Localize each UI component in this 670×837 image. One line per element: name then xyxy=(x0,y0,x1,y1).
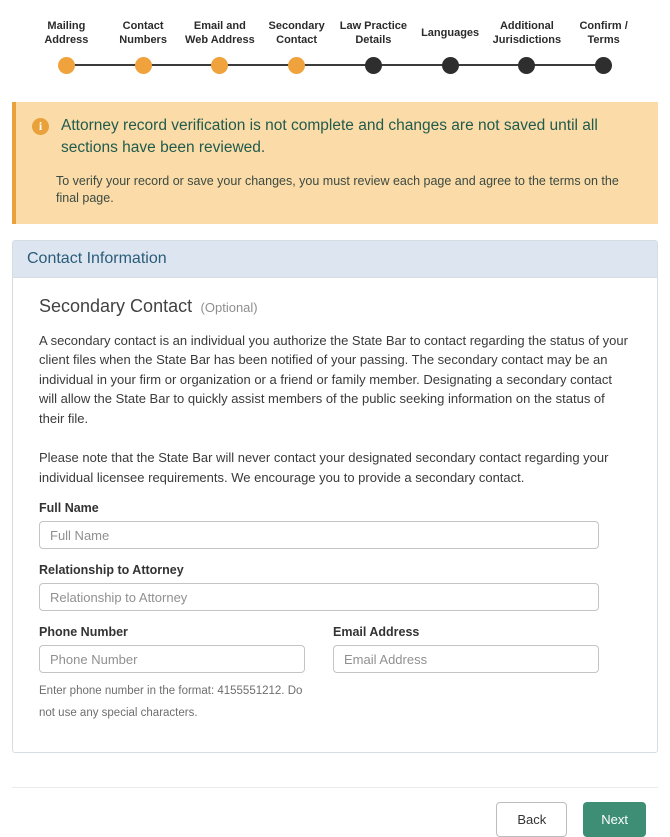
step-dot xyxy=(518,57,535,74)
info-icon: i xyxy=(32,118,49,135)
step-label: Law Practice Details xyxy=(339,19,407,46)
step-dot xyxy=(442,57,459,74)
full-name-field-group xyxy=(39,501,599,549)
banner-title: Attorney record verification is not complete and changes are not saved until all sections have been reviewed. xyxy=(61,117,598,157)
stepper-step-contact-numbers[interactable] xyxy=(105,14,182,78)
step-dot xyxy=(135,57,152,74)
optional-tag: (Optional) xyxy=(200,299,258,315)
relationship-field-group xyxy=(39,563,599,611)
step-dot xyxy=(365,57,382,74)
full-name-label: Full Name xyxy=(39,501,99,516)
stepper-step-email-web-address[interactable] xyxy=(182,14,259,78)
step-dot xyxy=(58,57,75,74)
footer-divider xyxy=(12,787,658,788)
full-name-input[interactable] xyxy=(39,521,599,549)
secondary-contact-heading: Secondary Contact xyxy=(39,295,193,316)
footer-actions xyxy=(0,802,646,837)
step-label: Additional Jurisdictions xyxy=(492,19,562,46)
email-input[interactable] xyxy=(333,645,599,673)
phone-email-row xyxy=(39,625,599,724)
verification-warning-banner xyxy=(12,102,658,224)
relationship-label: Relationship to Attorney xyxy=(39,563,184,578)
progress-stepper xyxy=(0,0,670,78)
step-dot-track xyxy=(105,52,182,78)
stepper-step-mailing-address[interactable] xyxy=(28,14,105,78)
step-label: Mailing Address xyxy=(44,19,89,46)
phone-label: Phone Number xyxy=(39,625,128,640)
step-dot-track xyxy=(28,52,105,78)
step-dot-track xyxy=(489,52,566,78)
stepper-step-secondary-contact[interactable] xyxy=(258,14,335,78)
step-dot-track xyxy=(258,52,335,78)
stepper-step-languages[interactable] xyxy=(412,14,489,78)
step-label: Confirm / Terms xyxy=(579,19,628,46)
card-header-title: Contact Information xyxy=(13,241,657,278)
step-label: Languages xyxy=(421,26,480,39)
step-dot xyxy=(288,57,305,74)
description-paragraph-1: A secondary contact is an individual you authorize the State Bar to contact regarding the status of your client files when the State Bar has been notified of your passing. The secondary contact may be an individual in your firm or organization or a friend or family member. Designating a secondary contact will allow the State Bar to quickly assist members of the public seeking information on the status of their file. xyxy=(39,332,628,426)
step-dot-track xyxy=(335,52,412,78)
step-label: Contact Numbers xyxy=(119,19,167,46)
step-dot-track xyxy=(565,52,642,78)
contact-information-card xyxy=(12,240,658,753)
step-dot-track xyxy=(182,52,259,78)
email-field-group xyxy=(333,625,599,724)
next-button[interactable]: Next xyxy=(583,802,646,837)
section-title xyxy=(39,296,631,317)
back-button[interactable]: Back xyxy=(496,802,567,837)
step-dot xyxy=(595,57,612,74)
description-paragraph-2: Please note that the State Bar will never contact your designated secondary contact regarding your individual licensee requirements. We encourage you to provide a secondary contact. xyxy=(39,450,609,485)
email-label: Email Address xyxy=(333,625,420,640)
step-dot xyxy=(211,57,228,74)
banner-body: To verify your record or save your changes, you must review each page and agree to the terms on the final page. xyxy=(56,173,619,206)
phone-help-text: Enter phone number in the format: 4155551212. Do not use any special characters. xyxy=(39,685,303,719)
card-body xyxy=(13,278,657,752)
phone-field-group xyxy=(39,625,305,724)
stepper-step-additional-jurisdictions[interactable] xyxy=(489,14,566,78)
stepper-step-law-practice-details[interactable] xyxy=(335,14,412,78)
secondary-contact-form xyxy=(39,501,599,724)
phone-input[interactable] xyxy=(39,645,305,673)
relationship-input[interactable] xyxy=(39,583,599,611)
step-label: Email and Web Address xyxy=(185,19,255,46)
stepper-step-confirm-terms[interactable] xyxy=(565,14,642,78)
step-label: Secondary Contact xyxy=(268,19,325,46)
step-dot-track xyxy=(412,52,489,78)
